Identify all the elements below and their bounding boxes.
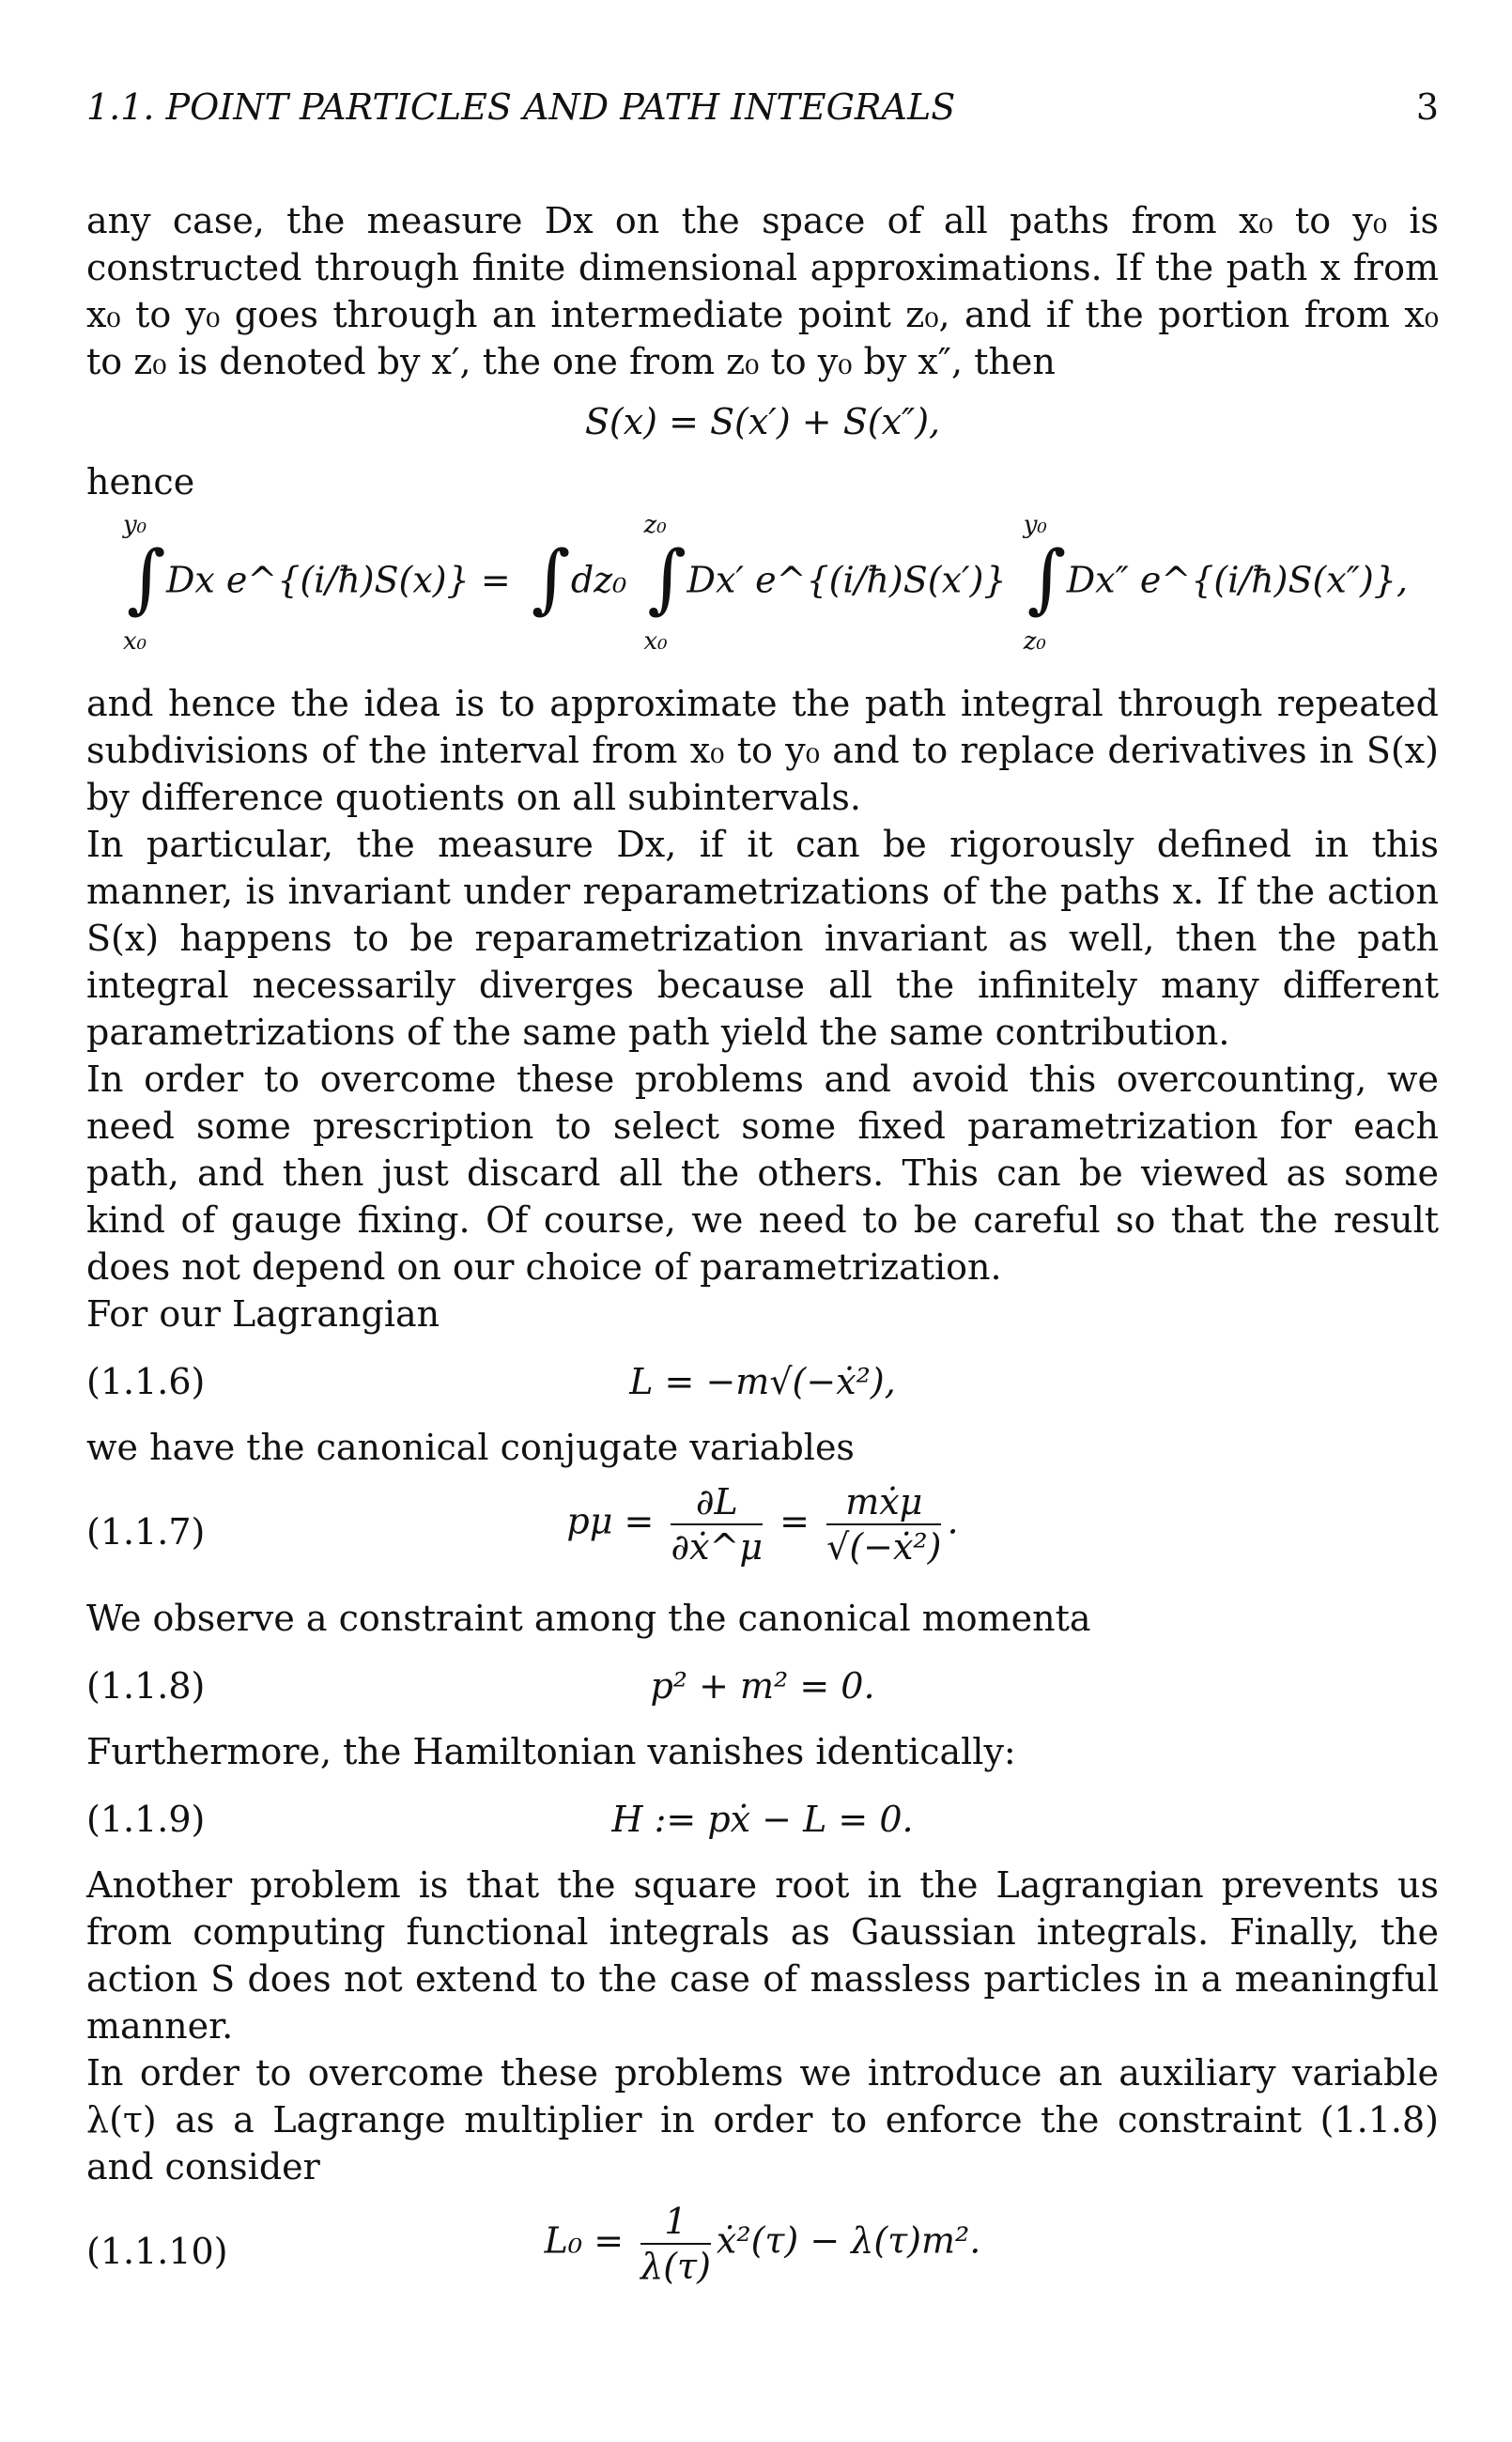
paragraph: we have the canonical conjugate variables	[86, 1427, 855, 1468]
paragraph: In particular, the measure Dx, if it can be rigorously defined in this manner, is invariant under reparametrizations of the paths x. If the action S(x) happens to be reparametrization invariant as well, then the path integral necessarily diverges because all the infinitely many different parametrizations of the same path yield the same contribution.	[86, 824, 1439, 1053]
integral-sign: y₀ ∫ x₀	[122, 511, 166, 656]
page-number: 3	[1415, 86, 1439, 128]
equation-body: L₀ = $\frac{1}{\lambda(\tau)}$ ẋ²(τ) − λ(τ)m².	[544, 2201, 981, 2287]
equation-number: (1.1.7)	[86, 1511, 206, 1553]
integral-sign: y₀ ∫ z₀	[1023, 511, 1067, 656]
equation-number: (1.1.10)	[86, 2231, 228, 2272]
path-integral-equation	[86, 513, 1439, 672]
integrand: dz₀	[570, 559, 627, 601]
equation-1-1-8	[86, 1651, 1439, 1719]
paragraph: We observe a constraint among the canonical momenta	[86, 1598, 1091, 1639]
equation-number: (1.1.9)	[86, 1799, 206, 1840]
paragraph: Another problem is that the square root in the Lagrangian prevents us from computing functional integrals as Gaussian integrals. Finally, the action S does not extend to the case of massless particles in a meaningful manner.	[86, 1864, 1439, 2047]
equation-body: H := pẋ − L = 0.	[611, 1799, 914, 1840]
paragraph: any case, the measure Dx on the space of all paths from x₀ to y₀ is constructed through finite dimensional approximations. If the path x from x₀ to y₀ goes through an intermediate point z₀, and if the portion from x₀ to z₀ is denoted by x′, the one from z₀ to y₀ by x″, then	[86, 200, 1439, 382]
running-title: 1.1. POINT PARTICLES AND PATH INTEGRALS	[86, 86, 956, 128]
equation-number: (1.1.8)	[86, 1665, 206, 1707]
equation-number: (1.1.6)	[86, 1361, 206, 1402]
paragraph: In order to overcome these problems and avoid this overcounting, we need some prescription to select some fixed parametrization for each path, and then just discard all the others. This can be viewed as some kind of gauge fixing. Of course, we need to be careful so that the result does not depend on our choice of parametrization.	[86, 1059, 1439, 1288]
paragraph: Furthermore, the Hamiltonian vanishes identically:	[86, 1731, 1016, 1772]
paragraph: For our Lagrangian	[86, 1293, 440, 1335]
equation-body: L = −m√(−ẋ²),	[629, 1361, 896, 1402]
paragraph: and hence the idea is to approximate the path integral through repeated subdivisions of the interval from x₀ to y₀ and to replace derivatives in S(x) by difference quotients on all subintervals.	[86, 683, 1439, 818]
equation-body: p² + m² = 0.	[650, 1665, 875, 1707]
integrand: Dx″ e^{(i/ħ)S(x″)},	[1066, 559, 1409, 601]
integral-sign: z₀ ∫ x₀	[643, 511, 687, 656]
equation-1-1-9	[86, 1785, 1439, 1852]
integrand: Dx e^{(i/ħ)S(x)} =	[165, 559, 511, 601]
integrand: Dx′ e^{(i/ħ)S(x′)}	[687, 559, 1007, 601]
page-body	[86, 197, 1439, 2314]
equation-1-1-10	[86, 2200, 1439, 2305]
equation-1-1-7	[86, 1480, 1439, 1585]
display-equation-action-split: S(x) = S(x′) + S(x″),	[584, 401, 941, 442]
paragraph: hence	[86, 461, 195, 502]
paragraph: In order to overcome these problems we introduce an auxiliary variable λ(τ) as a Lagrange multiplier in order to enforce the constraint (1.1.8) and consider	[86, 2052, 1439, 2187]
running-header	[86, 86, 1439, 133]
integral-sign: ∫	[531, 534, 571, 622]
equation-body: pμ = $\frac{\partial L}{\text{∂ẋ\textasciicircum{}μ}}$ = $\frac{\text{mẋμ}}{\text{√(−ẋ²)}}$ .	[566, 1481, 959, 1568]
equation-1-1-6	[86, 1347, 1439, 1414]
